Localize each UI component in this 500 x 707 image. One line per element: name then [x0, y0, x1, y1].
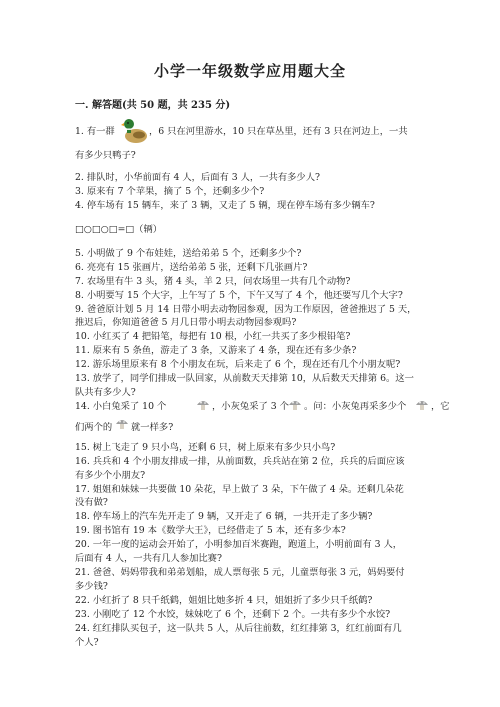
- question-14-part-2: ，小灰兔采了 3 个: [212, 401, 289, 412]
- question-14-part-5: 们两个的: [75, 422, 113, 433]
- question-21-line-2: 多少钱?: [75, 581, 108, 592]
- question-2: 2. 排队时，小华前面有 4 人，后面有 3 人，一共有多少人?: [75, 172, 320, 183]
- question-14-part-1: 14. 小白兔采了 10 个: [75, 401, 167, 412]
- question-3: 3. 原来有 7 个苹果，摘了 5 个，还剩多少个?: [75, 186, 265, 197]
- question-16-line-2: 有多少个小朋友?: [75, 470, 146, 481]
- question-5: 5. 小明做了 9 个布娃娃，送给弟弟 5 个，还剩多少个?: [75, 248, 302, 259]
- question-21-line-1: 21. 爸爸、妈妈带我和弟弟划船，成人票每张 5 元，儿童票每张 3 元，妈妈要付: [75, 567, 405, 578]
- answer-blank: □○□○□=□（辆）: [75, 224, 163, 235]
- question-24-line-2: 个人?: [75, 637, 99, 648]
- question-7: 7. 农场里有牛 3 头，猪 4 头，羊 2 只，问农场里一共有几个动物?: [75, 276, 351, 287]
- question-15: 15. 树上飞走了 9 只小鸟，还剩 6 只，树上原来有多少只小鸟?: [75, 442, 336, 453]
- question-12: 12. 游乐场里原来有 8 个小朋友在玩，后来走了 6 个，现在还有几个小朋友呢?: [75, 359, 401, 370]
- question-23: 23. 小刚吃了 12 个水饺，妹妹吃了 6 个，还剩下 2 个。一共有多少个水饺?: [75, 609, 391, 620]
- question-9-line-1: 9. 爸爸原计划 5 月 14 日带小明去动物园参观，因为工作原因，爸爸推迟了 5 天，: [75, 304, 417, 315]
- question-14-part-6: 就一样多?: [131, 422, 174, 433]
- question-1-continued: ，6 只在河里游水，10 只在草丛里，还有 3 只在河边上，一共: [149, 126, 408, 137]
- question-1-start: 1. 有一群: [75, 126, 115, 137]
- mushroom-icon: [115, 417, 129, 431]
- mushroom-icon: [196, 398, 210, 412]
- section-heading: 一. 解答题(共 50 题，共 235 分): [75, 100, 231, 111]
- question-8: 8. 小明要写 15 个大字，上午写了 5 个，下午又写了 4 个，他还要写几个大字?: [75, 290, 403, 301]
- mushroom-icon: [415, 398, 429, 412]
- question-17-line-1: 17. 姐姐和妹妹一共要做 10 朵花，早上做了 3 朵，下午做了 4 朵。还剩几朵花: [75, 484, 404, 495]
- question-13-line-2: 队共有多少人?: [75, 387, 136, 398]
- question-14-part-4: ，它: [431, 401, 450, 412]
- question-4: 4. 停车场有 15 辆车，来了 3 辆，又走了 5 辆，现在停车场有多少辆车?: [75, 200, 375, 211]
- question-1-end: 有多少只鸭子?: [75, 150, 136, 161]
- question-16-line-1: 16. 兵兵和 4 个小朋友排成一排，从前面数，兵兵站在第 2 位，兵兵的后面应该: [75, 456, 405, 467]
- question-24-line-1: 24. 红红排队买包子，这一队共 5 人，从后往前数，红红排第 3，红红前面有几: [75, 623, 402, 634]
- question-19: 19. 图书馆有 19 本《数学大王》，已经借走了 5 本，还有多少本?: [75, 525, 346, 536]
- question-20-line-2: 后面有 4 人，一共有几人参加比赛?: [75, 553, 222, 564]
- question-6: 6. 亮亮有 15 张画片，送给弟弟 5 张，还剩下几张画片?: [75, 262, 308, 273]
- mushroom-icon: [288, 398, 302, 412]
- question-10: 10. 小红买了 4 把铅笔，每把有 10 根，小红一共买了多少根铅笔?: [75, 331, 351, 342]
- question-11: 11. 原来有 5 条鱼，游走了 3 条，又游来了 4 条，现在还有多少条?: [75, 345, 357, 356]
- question-13-line-1: 13. 放学了，同学们排成一队回家，从前数天天排第 10，从后数天天排第 6。这一: [75, 373, 414, 384]
- question-20-line-1: 20. 一年一度的运动会开始了，小明参加百米赛跑，跑道上，小明前面有 3 人，: [75, 539, 403, 550]
- question-22: 22. 小红折了 8 只千纸鹤，姐姐比她多折 4 只，姐姐折了多少只千纸鹤?: [75, 595, 373, 606]
- page-title: 小学一年级数学应用题大全: [153, 62, 346, 80]
- question-14-part-3: 。问：小灰兔再采多少个: [304, 401, 407, 412]
- question-17-line-2: 没有做?: [75, 497, 108, 508]
- question-18: 18. 停车场上的汽车先开走了 9 辆，又开走了 6 辆，一共开走了多少辆?: [75, 511, 373, 522]
- duck-icon: [121, 115, 149, 145]
- question-9-line-2: 推迟后，你知道爸爸 5 月几日带小明去动物园参观吗?: [75, 317, 297, 328]
